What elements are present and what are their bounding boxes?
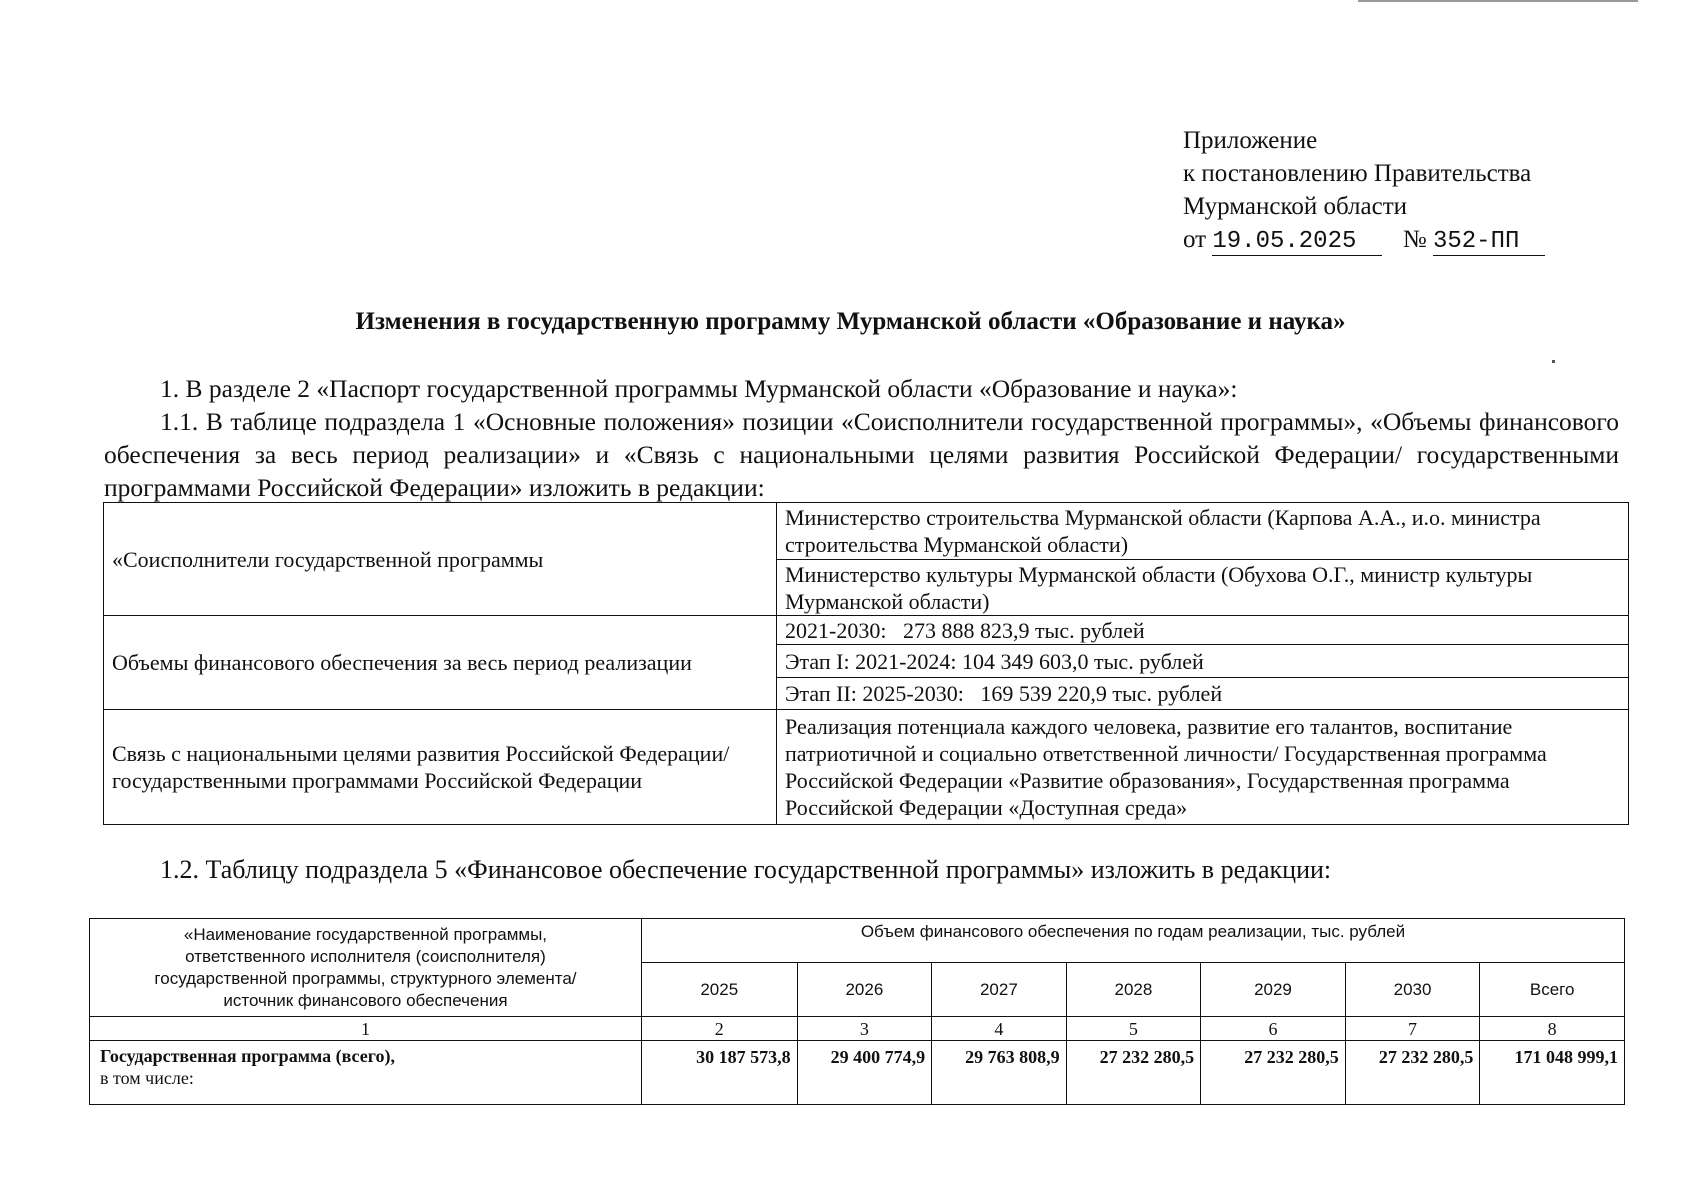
col-number-7: 7	[1345, 1017, 1480, 1041]
number-underline	[1433, 227, 1545, 256]
appendix-line-1: Приложение	[1183, 127, 1318, 154]
scan-edge-line	[1358, 0, 1638, 2]
national-goals-label: Связь с национальными целями развития Российской Федерации/ государственными программами Российской Федерации	[104, 710, 777, 825]
program-total-label-rest: в том числе:	[100, 1068, 194, 1088]
appendix-date-line	[1183, 223, 1545, 256]
funding-total: 2021-2030: 273 888 823,9 тыс. рублей	[777, 616, 1629, 645]
appendix-block	[1183, 124, 1545, 256]
value-2030: 27 232 280,5	[1345, 1041, 1480, 1105]
col-number-4: 4	[932, 1017, 1067, 1041]
year-header-2030: 2030	[1345, 963, 1480, 1017]
year-header-2025: 2025	[641, 963, 797, 1017]
value-2028: 27 232 280,5	[1066, 1041, 1201, 1105]
col-number-6: 6	[1201, 1017, 1346, 1041]
col-number-2: 2	[641, 1017, 797, 1041]
coexecutors-label: «Соисполнители государственной программы	[104, 503, 777, 616]
decree-date: 19.05.2025	[1212, 228, 1357, 255]
value-2025: 30 187 573,8	[641, 1041, 797, 1105]
col-number-3: 3	[797, 1017, 932, 1041]
paragraph-1-1: 1.1. В таблице подраздела 1 «Основные положения» позиции «Соисполнители государственной программы», «Объемы финансового обеспечения за весь период реализации» и «Связь с национальными целями развития Российской Федерации/ государственными программами Российской Федерации» изложить в редакции:	[104, 407, 1619, 502]
total-header: Всего	[1480, 963, 1625, 1017]
appendix-line-3: Мурманской области	[1183, 193, 1408, 220]
year-header-2026: 2026	[797, 963, 932, 1017]
funding-stage-2: Этап II: 2025-2030: 169 539 220,9 тыс. рублей	[777, 678, 1629, 710]
col-number-1: 1	[90, 1017, 642, 1041]
year-header-2028: 2028	[1066, 963, 1201, 1017]
year-header-2029: 2029	[1201, 963, 1346, 1017]
value-total: 171 048 999,1	[1480, 1041, 1625, 1105]
paragraph-1-text: 1. В разделе 2 «Паспорт государственной программы Мурманской области «Образование и наука»:	[160, 374, 1238, 403]
number-prefix: №	[1402, 226, 1427, 253]
col-number-5: 5	[1066, 1017, 1201, 1041]
national-goals-value: Реализация потенциала каждого человека, развитие его талантов, воспитание патриотичной и социально ответственной личности/ Государственная программа Российской Федерации «Развитие образования», Государственная программа Российской Федерации «Доступная среда»	[777, 710, 1629, 825]
value-2026: 29 400 774,9	[797, 1041, 932, 1105]
value-2027: 29 763 808,9	[932, 1041, 1067, 1105]
paragraph-1-2: 1.2. Таблицу подраздела 5 «Финансовое обеспечение государственной программы» изложить в редакции:	[160, 855, 1332, 884]
program-total-label-bold: Государственная программа (всего),	[100, 1046, 395, 1066]
coexecutor-2: Министерство культуры Мурманской области (Обухова О.Г., министр культуры Мурманской области)	[777, 560, 1629, 616]
decree-number: 352-ПП	[1432, 228, 1520, 255]
table-row	[90, 1041, 1625, 1105]
paragraph-1	[104, 372, 1619, 405]
passport-table	[103, 502, 1629, 825]
coexecutor-1: Министерство строительства Мурманской области (Карпова А.А., и.о. министра строительства Мурманской области)	[777, 503, 1629, 560]
col-number-8: 8	[1480, 1017, 1625, 1041]
program-total-label	[90, 1041, 642, 1105]
year-header-2027: 2027	[932, 963, 1067, 1017]
funding-label: Объемы финансового обеспечения за весь период реализации	[104, 616, 777, 710]
scan-artifact-dot	[1552, 360, 1555, 363]
appendix-line-2: к постановлению Правительства	[1183, 160, 1532, 187]
program-name-header: «Наименование государственной программы, ответственного исполнителя (соисполнителя) государственной программы, структурного элемента/источник финансового обеспечения	[90, 919, 642, 1017]
value-2029: 27 232 280,5	[1201, 1041, 1346, 1105]
date-prefix: от	[1183, 226, 1207, 253]
funding-stage-1: Этап I: 2021-2024: 104 349 603,0 тыс. рублей	[777, 645, 1629, 678]
document-title: Изменения в государственную программу Мурманской области «Образование и наука»	[355, 308, 1346, 335]
financing-table	[89, 918, 1625, 1105]
date-underline	[1212, 227, 1382, 256]
funding-volume-header: Объем финансового обеспечения по годам реализации, тыс. рублей	[641, 919, 1624, 963]
